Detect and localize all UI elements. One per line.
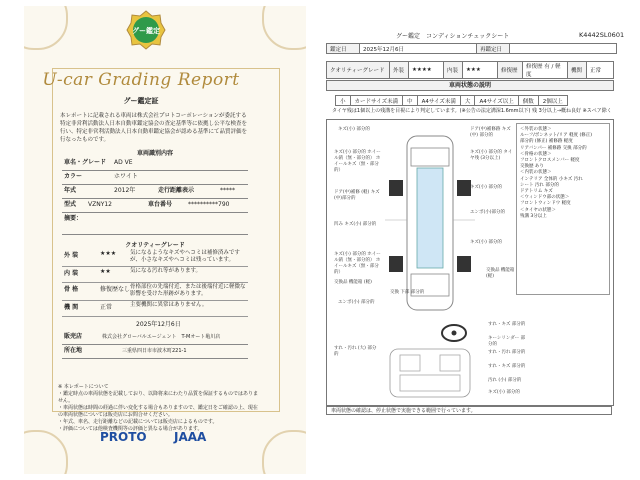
grade-desc: 気になるようなキズやヘコミは補修済みですが、小さなキズやヘコミは残っています。 xyxy=(130,250,240,263)
model-row xyxy=(62,198,248,213)
grade-row-engine xyxy=(62,302,248,317)
damage-label: 交換 下部 部分的 xyxy=(390,290,425,295)
legend-line: ＜ウィンドウ部の状態＞ xyxy=(520,195,570,201)
name-grade-value: AD VE xyxy=(114,159,133,166)
ornament-corner xyxy=(262,6,306,50)
damage-label: キーシリンダー 部分的 xyxy=(488,336,526,347)
legend-line: ＜内装の状態＞ xyxy=(520,170,552,176)
vehicle-section-title: 車両識別内容 xyxy=(136,150,173,157)
badge-text: グー鑑定 xyxy=(132,27,160,35)
legend-line: 残溝 3分以上 xyxy=(520,213,547,219)
report-title: U-car Grading Report xyxy=(42,70,240,90)
legend-line: ＜外装の状態＞ xyxy=(520,127,552,132)
size-cell: 個数 xyxy=(518,96,538,106)
grade-label: 外 装 xyxy=(64,252,79,259)
note-line: ・車両状態は時間の経過に伴い変化する場合もありますので、鑑定日をご確認の上、現在の車両状態については販売店にお問合せください。 xyxy=(58,405,258,418)
legend-line: ＜タイヤの状態＞ xyxy=(520,207,556,213)
dealer-row xyxy=(62,330,248,345)
tire-note: タイヤ残は1個以上の残溝を目視により判定しています。(※公告の法定溝深1.6mm以下) 残 3分以上→概ね良好 ※スペア除く xyxy=(332,108,612,114)
header-table xyxy=(326,43,617,54)
year-value: 2012年 xyxy=(114,187,136,194)
quality-section-title: クオリティーグレード xyxy=(125,242,185,249)
repair-value: 修復歴 有 / 軽度 xyxy=(523,62,568,79)
damage-label: キズ(小) 部分的 ホイール錆（無・部分的） ホイールキズ（無・部分的） xyxy=(334,150,381,173)
address-label: 所在地 xyxy=(64,347,83,354)
interior-label: 内装 xyxy=(444,62,463,79)
sheet-title: グー鑑定 コンディションチェックシート xyxy=(396,33,510,40)
document-number: K4442SL0601 xyxy=(579,31,625,39)
recheck-value xyxy=(510,44,617,54)
remarks-label: 摘要： xyxy=(64,215,83,222)
name-grade-label: 車名・グレード xyxy=(64,159,107,166)
engine-label: 機関 xyxy=(568,62,587,79)
exterior-label: 外装 xyxy=(390,62,409,79)
legend-line: シート 汚れ 部分的 xyxy=(520,182,559,188)
mileage-value: ***** xyxy=(220,187,235,194)
certificate-notes xyxy=(58,384,258,433)
certificate-intro: 本レポートに記載される車両は株式会社プロトコーポレーションが委託する特定非営利活動法人日本自動車鑑定協会の査定基準等に依拠し公平な検査を行い、特定非営利活動法人日本自動車鑑定協会が認める基準にて品質評価を行なったものです。 xyxy=(60,113,248,143)
quality-grade-table xyxy=(326,61,614,79)
damage-label: 汚れ (小) 部分的 xyxy=(488,378,522,383)
color-value: ホワイト xyxy=(114,173,138,180)
legend-line: 交換歴 あり xyxy=(520,164,544,170)
legend-line: フロントクロスメンバー 軽度 xyxy=(520,158,580,164)
ornament-corner xyxy=(24,430,68,474)
year-label: 年式 xyxy=(64,187,77,194)
remarks-row xyxy=(62,212,248,235)
proto-logo: PROTO xyxy=(100,430,147,444)
grade-row-frame xyxy=(62,284,248,301)
model-value: VZNY12 xyxy=(88,201,113,208)
note-line: ・評価については他検査機関等の評価と異なる場合があります。 xyxy=(58,426,203,432)
size-cell: 2個以上 xyxy=(538,96,567,106)
note-line: ・年式、車名、走行距離などの記載については販売店によるものです。 xyxy=(58,419,218,425)
dealer-label: 販売店 xyxy=(64,333,83,340)
grade-stars: ★★ xyxy=(100,268,111,275)
damage-label: エンボ(小)部分的 xyxy=(470,210,506,215)
note-line: ・鑑定時点の車両状態を記載しており、以降将来にわたり品質を保証するものではありません。 xyxy=(58,391,259,404)
ornament-corner xyxy=(262,430,306,474)
color-row xyxy=(62,170,248,185)
damage-label: エンボ(小) 部分的 xyxy=(338,300,375,305)
size-cell: A4サイズ以上 xyxy=(475,96,518,106)
damage-label: キズ(小) 部分的 xyxy=(470,185,502,190)
legend-line: フロントウィンドウ 軽度 xyxy=(520,201,571,207)
grade-stars: 修復歴なし xyxy=(100,286,131,293)
damage-label: 交換品 機能箱 (軽) xyxy=(486,268,515,279)
size-cell: 中 xyxy=(403,96,418,106)
legend-line: ルーフ/ボンネット/リア 軽度 (修正) xyxy=(520,133,593,139)
cert-date: 2025年12月6日 xyxy=(136,321,181,328)
jaaa-logo: JAAA xyxy=(174,430,207,444)
damage-label: ドア(中)補修跡 キズ(中) 部分的 xyxy=(470,127,511,138)
damage-label: すれ・汚れ 部分的 xyxy=(488,350,526,355)
grade-label: 内 装 xyxy=(64,270,79,277)
footer-note: 車両状態の確認は、停止状態で実施できる範囲で行っています。 xyxy=(326,406,612,415)
mileage-label: 走行距離表示 xyxy=(158,187,195,194)
chassis-value: **********790 xyxy=(188,201,230,208)
year-row xyxy=(62,184,248,199)
damage-label: キズ(小) 部分的 xyxy=(470,240,502,245)
grade-label: 骨 格 xyxy=(64,286,79,293)
grade-row-interior xyxy=(62,268,248,283)
grade-label: 機 関 xyxy=(64,304,79,311)
dealer-value: 株式会社グローバルエージェント T-Mオート亀川店 xyxy=(102,334,221,340)
grade-stars: 正常 xyxy=(100,304,113,311)
grade-desc: 骨格部位の先端付近、または後端付近に軽微な影響を受けた形跡があります。 xyxy=(130,284,246,297)
address-value: 三重県四日市市波木町221-1 xyxy=(122,348,187,354)
size-cell: 小 xyxy=(336,96,351,106)
model-label: 型式 xyxy=(64,201,77,208)
car-interior-diagram xyxy=(380,345,480,400)
damage-label: ドア(中)補修 (軽) キズ(中)部分的 xyxy=(334,190,380,201)
repair-label: 修復歴 xyxy=(498,62,523,79)
legend-line: リアバンパー 補修跡 交換 部分的 xyxy=(520,145,587,151)
quality-label: クオリティーグレード xyxy=(327,62,390,79)
damage-label: 凹み キズ(小) 部分的 xyxy=(334,222,377,227)
legend-line: 部分的 (修正) 補修跡 軽度 xyxy=(520,139,573,145)
recheck-label: 再鑑定日 xyxy=(477,44,510,54)
damage-label: すれ・汚れ (大) 部分的 xyxy=(334,346,377,357)
steering-wheel-icon xyxy=(440,322,468,344)
damage-label: すれ・キズ 部分的 xyxy=(488,364,526,369)
damage-label: キズ(小) 部分的 ホイール錆（無・部分的） ホイールキズ（無・部分的） xyxy=(334,252,381,275)
legend-line: ドアトリム キズ xyxy=(520,189,553,195)
legend-text xyxy=(520,127,608,220)
legend-line: インテリア 全体的 小キズ 汚れ xyxy=(520,176,583,182)
grade-desc: 主要機関に異常はありません。 xyxy=(130,302,208,308)
state-description-title: 車両状態の説明 xyxy=(326,80,614,91)
ornament-corner xyxy=(24,6,68,50)
damage-label: キズ(小) 部分的 タイヤ残 (3分以上) xyxy=(470,150,513,161)
damage-label: 交換品 機能箱 (軽) xyxy=(334,280,372,285)
logo-row xyxy=(90,428,240,448)
grade-row-exterior xyxy=(62,250,248,267)
size-cell: A4サイズ未満 xyxy=(417,96,460,106)
date-value: 2025年12月6日 xyxy=(360,44,477,54)
engine-value: 正常 xyxy=(587,62,614,79)
size-legend-table xyxy=(335,95,568,106)
grade-stars: ★★★ xyxy=(100,250,117,257)
size-cell: カードサイズ未満 xyxy=(350,96,403,106)
size-cell: 大 xyxy=(460,96,475,106)
damage-label: キズ(小) 部分的 xyxy=(338,127,370,132)
damage-label: キズ(小) 部分的 xyxy=(488,390,520,395)
certificate-heading: グー鑑定証 xyxy=(123,97,159,105)
interior-value: ★★★ xyxy=(463,62,498,79)
chassis-label: 車台番号 xyxy=(148,201,173,208)
goo-badge-icon xyxy=(126,10,166,50)
note-line: ※ 本レポートについて xyxy=(58,384,109,390)
date-label: 鑑定日 xyxy=(327,44,360,54)
color-label: カラー xyxy=(64,173,83,180)
name-grade-row xyxy=(62,156,248,171)
exterior-value: ★★★★ xyxy=(409,62,444,79)
legend-line: ＜骨格の状態＞ xyxy=(520,151,552,157)
address-row xyxy=(62,344,248,359)
damage-label: すれ・キズ 部分的 xyxy=(488,322,526,327)
grade-desc: 気になる汚れ等があります。 xyxy=(130,268,202,274)
